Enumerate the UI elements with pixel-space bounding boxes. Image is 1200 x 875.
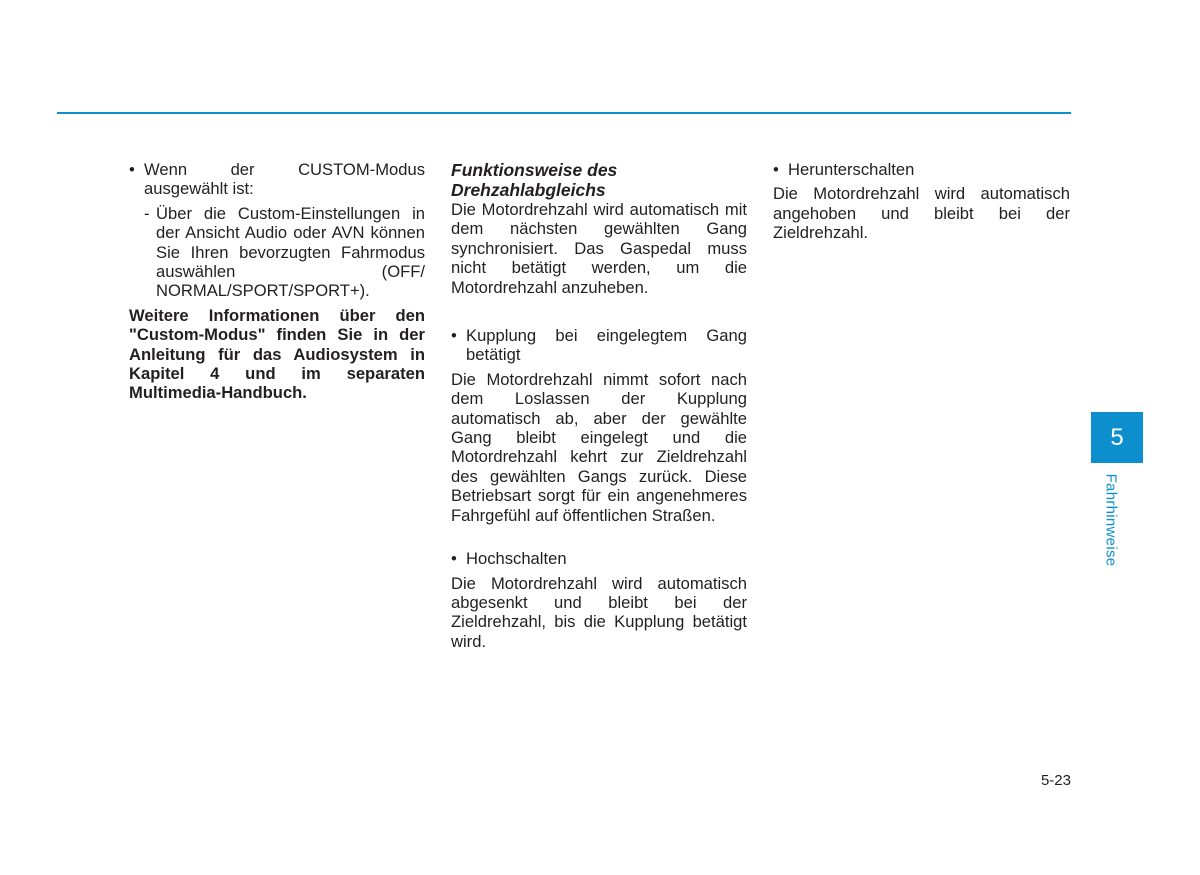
paragraph: Die Motordrehzahl wird automatisch abgesenkt und bleibt bei der Zieldrehzahl, bis die Kupplung betätigt wird. (451, 573, 747, 651)
paragraph: Die Motordrehzahl nimmt sofort nach dem Loslassen der Kupplung automatisch ab, aber der gewählte Gang bleibt eingelegt und die Motordrehzahl kehrt zur Zieldrehzahl des gewählten Gangs zurück. Diese Betriebsart sorgt für ein angenehmeres Fahrgefühl auf öffentlichen Straßen. (451, 369, 747, 525)
section-heading: Funktionsweise des Drehzahlabgleichs (451, 160, 618, 200)
paragraph: Die Motordrehzahl wird automatisch mit dem nächsten gewählten Gang synchronisiert. Das Gaspedal muss nicht betätigt werden, um die Motordrehzahl anzuheben. (451, 200, 747, 297)
header-rule (57, 112, 1071, 114)
bullet-item: • Wenn der CUSTOM-Modus ausgewählt ist: (129, 160, 425, 199)
bullet-item: • Herunterschalten (773, 160, 1070, 179)
bullet-item: • Hochschalten (451, 549, 747, 568)
bullet-item: • Kupplung bei eingelegtem Gang betätigt (451, 326, 747, 365)
chapter-number-tab: 5 (1091, 412, 1143, 463)
column-2 (451, 160, 747, 651)
info-note: Weitere Informationen über den "Custom-Modus" finden Sie in der Anleitung für das Audiosystem in Kapitel 4 und im separaten Multimedia-Handbuch. (129, 305, 425, 403)
column-3 (773, 160, 1070, 243)
chapter-title: Fahrhinweise (1102, 473, 1120, 567)
column-1 (129, 160, 425, 403)
paragraph: Die Motordrehzahl wird automatisch angehoben und bleibt bei der Zieldrehzahl. (773, 184, 1070, 243)
page-number: 5-23 (1040, 772, 1071, 789)
dash-item: - Über die Custom-Einstellungen in der Ansicht Audio oder AVN können Sie Ihren bevorzugten Fahrmodus auswählen (OFF/ NORMAL/SPORT/SPORT+). (129, 204, 425, 301)
